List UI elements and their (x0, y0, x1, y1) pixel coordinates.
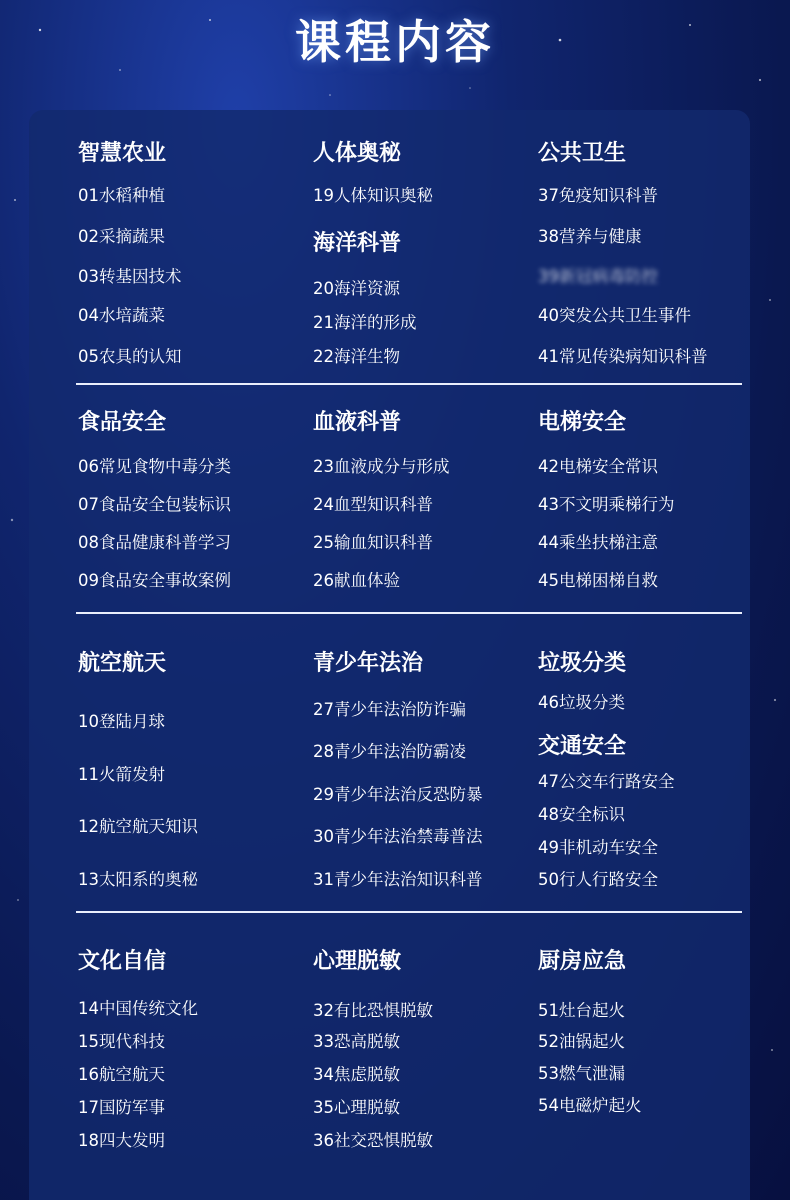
section-heading: 公共卫生 (538, 141, 627, 166)
course-item: 19人体知识奥秘 (313, 186, 433, 205)
section-heading: 厨房应急 (538, 949, 627, 974)
section-divider (76, 383, 742, 385)
course-item: 05农具的认知 (78, 347, 182, 366)
course-item: 50行人行路安全 (538, 870, 658, 889)
course-item: 49非机动车安全 (538, 838, 658, 857)
section-divider (76, 612, 742, 614)
course-item: 48安全标识 (538, 805, 625, 824)
course-item: 44乘坐扶梯注意 (538, 533, 658, 552)
course-item: 09食品安全事故案例 (78, 571, 231, 590)
course-item: 23血液成分与形成 (313, 457, 450, 476)
course-item: 37免疫知识科普 (538, 186, 658, 205)
course-item: 10登陆月球 (78, 712, 165, 731)
course-item: 15现代科技 (78, 1032, 165, 1051)
section-heading: 电梯安全 (538, 410, 627, 435)
section-heading: 文化自信 (78, 949, 167, 974)
course-item: 36社交恐惧脱敏 (313, 1131, 433, 1150)
course-item: 35心理脱敏 (313, 1098, 400, 1117)
course-item: 14中国传统文化 (78, 999, 198, 1018)
course-item-blurred: 39新冠病毒防控 (538, 267, 658, 286)
course-item: 03转基因技术 (78, 267, 182, 286)
course-item: 27青少年法治防诈骗 (313, 700, 466, 719)
course-item: 18四大发明 (78, 1131, 165, 1150)
course-item: 52油锅起火 (538, 1032, 625, 1051)
section-heading: 青少年法治 (313, 651, 424, 676)
course-item: 43不文明乘梯行为 (538, 495, 675, 514)
course-item: 34焦虑脱敏 (313, 1065, 400, 1084)
section-heading: 食品安全 (78, 410, 167, 435)
course-item: 08食品健康科普学习 (78, 533, 231, 552)
course-item: 22海洋生物 (313, 347, 400, 366)
course-item: 30青少年法治禁毒普法 (313, 827, 483, 846)
section-heading: 人体奥秘 (313, 141, 402, 166)
course-item: 25输血知识科普 (313, 533, 433, 552)
section-heading: 交通安全 (538, 734, 627, 759)
course-item: 28青少年法治防霸凌 (313, 742, 466, 761)
course-item: 40突发公共卫生事件 (538, 306, 691, 325)
course-item: 11火箭发射 (78, 765, 165, 784)
course-item: 38营养与健康 (538, 227, 642, 246)
section-heading: 心理脱敏 (313, 949, 402, 974)
course-item: 29青少年法治反恐防暴 (313, 785, 483, 804)
page-title: 课程内容 (295, 15, 495, 69)
section-heading: 航空航天 (78, 651, 167, 676)
course-item: 20海洋资源 (313, 279, 400, 298)
section-heading: 血液科普 (313, 410, 402, 435)
course-item: 32有比恐惧脱敏 (313, 1001, 433, 1020)
course-item: 31青少年法治知识科普 (313, 870, 483, 889)
course-item: 54电磁炉起火 (538, 1096, 642, 1115)
course-item: 02采摘蔬果 (78, 227, 165, 246)
course-item: 47公交车行路安全 (538, 772, 675, 791)
course-item: 16航空航天 (78, 1065, 165, 1084)
section-divider (76, 911, 742, 913)
course-item: 45电梯困梯自救 (538, 571, 658, 590)
course-item: 01水稻种植 (78, 186, 165, 205)
course-item: 06常见食物中毒分类 (78, 457, 231, 476)
course-item: 24血型知识科普 (313, 495, 433, 514)
course-item: 26献血体验 (313, 571, 400, 590)
course-item: 51灶台起火 (538, 1001, 625, 1020)
course-item: 53燃气泄漏 (538, 1064, 625, 1083)
section-heading: 海洋科普 (313, 231, 402, 256)
course-item: 41常见传染病知识科普 (538, 347, 708, 366)
course-item: 33恐高脱敏 (313, 1032, 400, 1051)
course-item: 04水培蔬菜 (78, 306, 165, 325)
section-heading: 垃圾分类 (538, 651, 627, 676)
course-item: 12航空航天知识 (78, 817, 198, 836)
course-item: 46垃圾分类 (538, 693, 625, 712)
section-heading: 智慧农业 (78, 141, 167, 166)
course-item: 17国防军事 (78, 1098, 165, 1117)
course-item: 42电梯安全常识 (538, 457, 658, 476)
course-item: 21海洋的形成 (313, 313, 417, 332)
course-item: 07食品安全包装标识 (78, 495, 231, 514)
course-item: 13太阳系的奥秘 (78, 870, 198, 889)
